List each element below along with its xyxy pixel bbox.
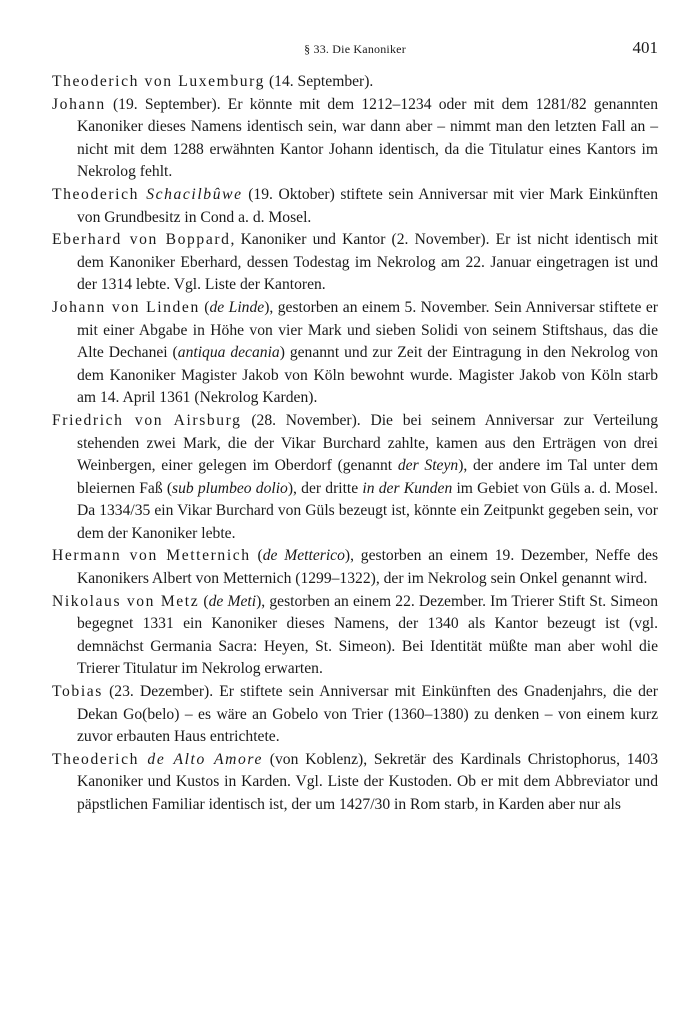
latin-term: de Meti: [208, 592, 257, 610]
entry-johann-von-linden: [52, 297, 658, 410]
entry-text: ), gestorben an einem 5. November. Sein Anniversar stiftete er mit einer Abgabe in Höhe von vier Mark und sieben Solidi von seinem Stiftshaus, das die Alte Dechanei (: [77, 298, 659, 362]
place-term: der Steyn: [397, 457, 459, 475]
entry-theoderich-de-alto-amore: [52, 749, 658, 817]
entry-hermann-von-metternich: [52, 545, 658, 590]
entry-text: im Gebiet von Güls a. d. Mosel. Da 1334/35 ein Vikar Burchard von Güls bezeugt ist, könnte ein Zeitpunkt gegeben sein, vor dem der Kanoniker lebte.: [77, 479, 658, 542]
entry-text: (19. Oktober) stiftete sein Anniversar mit vier Mark Einkünften von Grundbesitz in Cond a. d. Mosel.: [77, 185, 658, 226]
page-number: 401: [632, 38, 658, 57]
entry-name: Hermann von Metternich: [52, 547, 251, 565]
entry-name: Johann: [52, 95, 106, 113]
entry-text: (von Koblenz), Sekretär des Kardinals Christophorus, 1403 Kanoniker und Kustos in Karden. Vgl. Liste der Kustoden. Ob er mit dem Abbreviator und päpstlichen Familiar identisch ist, der um 1427/30 in Rom starb, in Karden aber nur als: [77, 750, 658, 813]
entry-text: (23. Dezember). Er stiftete sein Anniversar mit Einkünften des Gnadenjahrs, die der Dekan Go(belo) – es wäre an Gobelo von Trier (1360–1380) zu denken – von einem kurz zuvor erbauten Haus entrichtete.: [77, 683, 658, 746]
latin-term: de Metterico: [262, 547, 345, 565]
entry-name: Johann von Linden: [52, 298, 200, 316]
running-header: [52, 38, 658, 60]
entry-text: (: [250, 547, 263, 565]
entry-tobias: [52, 681, 658, 749]
entry-text: (19. September). Er könnte mit dem 1212–1234 oder mit dem 1281/82 genannten Kanoniker dieses Namens identisch sein, war dann aber – nimmt man den letzten Fall an – nicht mit dem 1288 erwähnten Kantor Johann identisch, da die Titulatur eines Kantors im Nekrolog fehlt.: [77, 95, 658, 181]
entry-johann: [52, 94, 658, 184]
entry-friedrich-von-airsburg: [52, 410, 658, 546]
entry-text: (: [199, 592, 209, 610]
latin-term: de Linde: [209, 298, 265, 316]
entry-text: ), gestorben an einem 22. Dezember. Im Trierer Stift St. Simeon begegnet 1331 ein Kanoniker dieses Namens, der 1340 als Kantor bezeugt ist (vgl. demnächst Germania Sacra: Heyen, St. Simeon). Bei Identität müßte man aber wohl die Trierer Titulatur im Nekrolog erwarten.: [77, 592, 659, 678]
entry-name-italic: de Alto Amore: [147, 750, 263, 768]
entry-eberhard-von-boppard: [52, 229, 658, 297]
entry-text: (: [199, 298, 210, 316]
entry-name: Theoderich: [52, 185, 147, 203]
entry-text: (28. November). Die bei seinem Anniversar zur Verteilung stehenden zwei Mark, die der Vikar Burchard zahlte, kamen aus den Erträgen von drei Weinbergen, einer gelegen im Oberdorf (genannt: [77, 411, 658, 475]
entry-theoderich-von-luxemburg: [52, 71, 658, 94]
entry-name: Nikolaus von Metz: [52, 592, 200, 610]
entry-name: Theoderich: [52, 750, 148, 768]
entry-theoderich-schacilbuwe: [52, 184, 658, 229]
entry-text: ), der dritte: [287, 479, 363, 497]
canon-entries: [52, 71, 658, 817]
latin-term: antiqua decania: [177, 344, 280, 362]
entry-text: ) genannt und zur Zeit der Eintragung in den Nekrolog von dem Kanoniker Magister Jakob von Köln bewohnt wurde. Magister Jakob von Köln starb am 14. April 1361 (Nekrolog Karden).: [77, 344, 658, 407]
entry-text: (14. September).: [265, 73, 374, 90]
latin-term: sub plumbeo dolio: [172, 479, 288, 497]
entry-name-italic: Schacilbûwe: [146, 185, 243, 203]
section-title: § 33. Die Kanoniker: [304, 42, 406, 56]
entry-text: ), der andere im Tal unter dem bleiernen Faß (: [77, 457, 658, 497]
entry-name: Theoderich von Luxemburg: [52, 73, 266, 90]
entry-name: Tobias: [52, 683, 103, 701]
entry-text: , Kanoniker und Kantor (2. November). Er ist nicht identisch mit dem Kanoniker Eberhard, dessen Todestag im Nekrolog am 22. Januar eingetragen ist und der 1314 lebte. Vgl. Liste der Kantoren.: [77, 231, 658, 294]
entry-name: Eberhard von Boppard: [52, 231, 231, 249]
entry-name: Friedrich von Airsburg: [52, 411, 242, 429]
place-term: in der Kunden: [362, 479, 453, 497]
entry-text: ), gestorben an einem 19. Dezember, Neffe des Kanonikers Albert von Metternich (1299–1322), der im Nekrolog sein Onkel genannt wird.: [77, 547, 659, 588]
entry-nikolaus-von-metz: [52, 591, 658, 681]
